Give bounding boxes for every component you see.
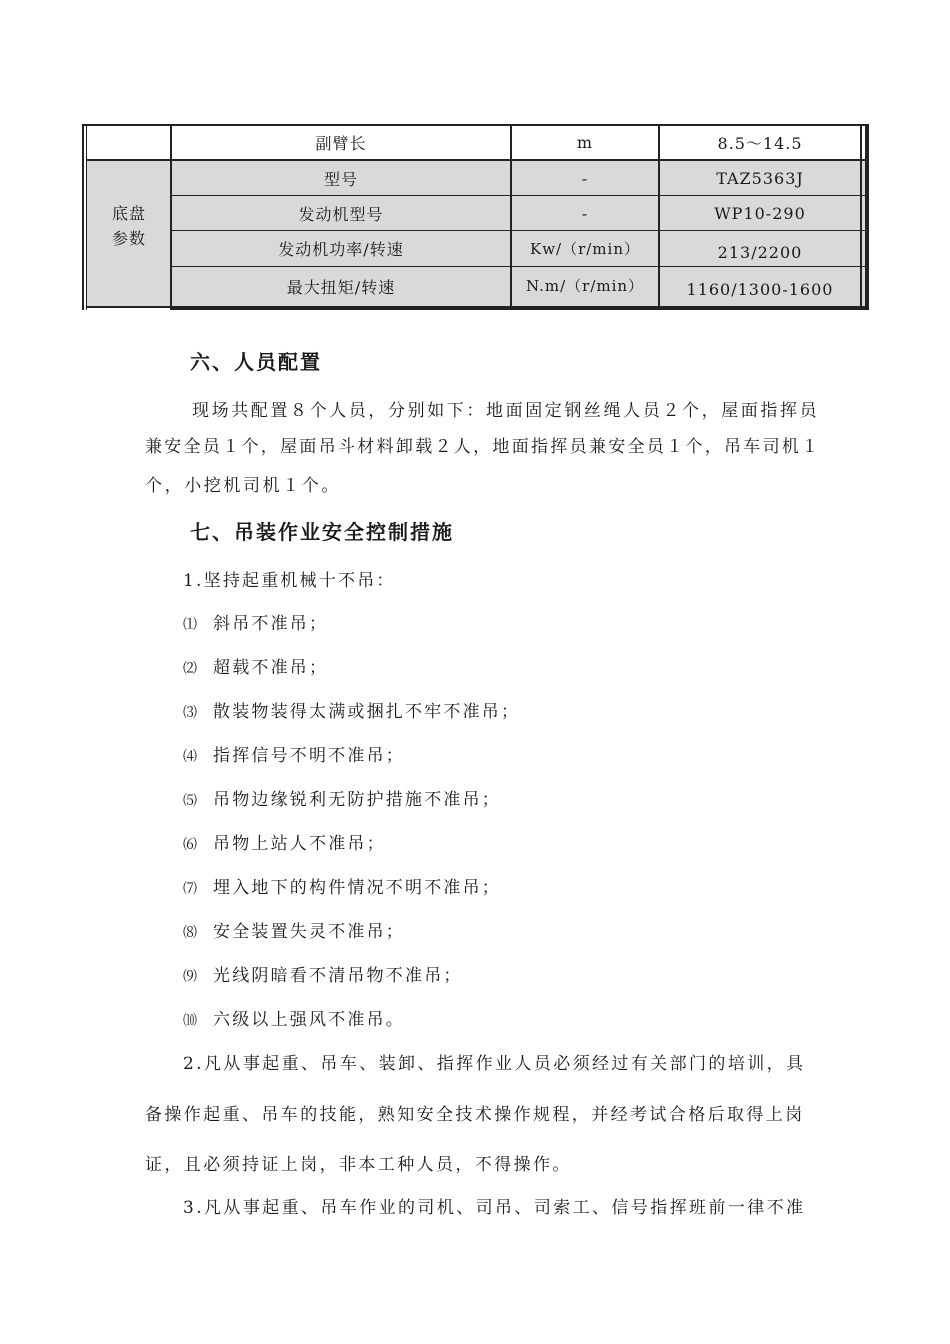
list-item: ⑼ 光线阴暗看不清吊物不准吊； xyxy=(183,966,463,986)
list-item: ⑴ 斜吊不准吊； xyxy=(183,614,329,634)
list-item: ⑵ 超载不准吊； xyxy=(183,658,329,678)
section-heading: 七、吊装作业安全控制措施 xyxy=(190,520,454,544)
paragraph-line: 2.凡从事起重、吊车、装卸、指挥作业人员必须经过有关部门的培训，具 xyxy=(183,1054,806,1074)
table-cell-unit: - xyxy=(581,168,589,188)
table-cell-name: 发动机型号 xyxy=(298,204,384,224)
table-cell-value: 8.5～14.5 xyxy=(717,134,803,153)
table-cell-name: 发动机功率/转速 xyxy=(278,240,404,259)
table-blank-cell xyxy=(86,126,170,160)
list-item: 1.坚持起重机械十不吊： xyxy=(183,571,396,591)
table-cell-unit: - xyxy=(581,203,589,223)
list-item: ⑹ 吊物上站人不准吊； xyxy=(183,834,386,854)
paragraph-line: 备操作起重、吊车的技能，熟知安全技术操作规程，并经考试合格后取得上岗 xyxy=(145,1105,805,1125)
table-cell-name: 型号 xyxy=(323,169,358,189)
list-item: ⑶ 散装物装得太满或捆扎不牢不准吊； xyxy=(183,702,521,722)
table-cell-value: TAZ5363J xyxy=(716,168,804,188)
table-cell-unit: N.m/（r/min） xyxy=(525,276,645,295)
paragraph-line: 证，且必须持证上岗，非本工种人员，不得操作。 xyxy=(145,1155,572,1175)
paragraph-line: 现场共配置８个人员，分别如下：地面固定钢丝绳人员２个，屋面指挥员 xyxy=(192,401,820,421)
table-cell-name: 最大扭矩/转速 xyxy=(286,277,396,297)
table-cell-unit: Kw/（r/min） xyxy=(529,240,640,258)
paragraph-line: 兼安全员１个，屋面吊斗材料卸载２人，地面指挥员兼安全员１个，吊车司机１ xyxy=(145,437,821,457)
table-cell-unit: m xyxy=(576,133,594,152)
table-cell-value: WP10-290 xyxy=(714,203,806,223)
list-item: ⑸ 吊物边缘锐利无防护措施不准吊； xyxy=(183,790,501,810)
list-item: ⑻ 安全装置失灵不准吊； xyxy=(183,922,405,942)
paragraph-line: 3.凡从事起重、吊车作业的司机、司吊、司索工、信号指挥班前一律不准 xyxy=(183,1198,806,1218)
group-label: 底盘 参数 xyxy=(111,204,146,248)
list-item: ⑽ 六级以上强风不准吊。 xyxy=(183,1010,405,1030)
table-cell-value: 1160/1300-1600 xyxy=(686,279,834,299)
paragraph-line: 个，小挖机司机１个。 xyxy=(145,476,341,496)
table-cell-name: 副臂长 xyxy=(315,134,367,153)
table-cell-value: 213/2200 xyxy=(717,243,803,262)
parameter-table xyxy=(82,124,869,310)
list-item: ⑺ 埋入地下的构件情况不明不准吊； xyxy=(183,878,501,898)
section-heading: 六、人员配置 xyxy=(190,350,322,374)
list-item: ⑷ 指挥信号不明不准吊； xyxy=(183,746,405,766)
